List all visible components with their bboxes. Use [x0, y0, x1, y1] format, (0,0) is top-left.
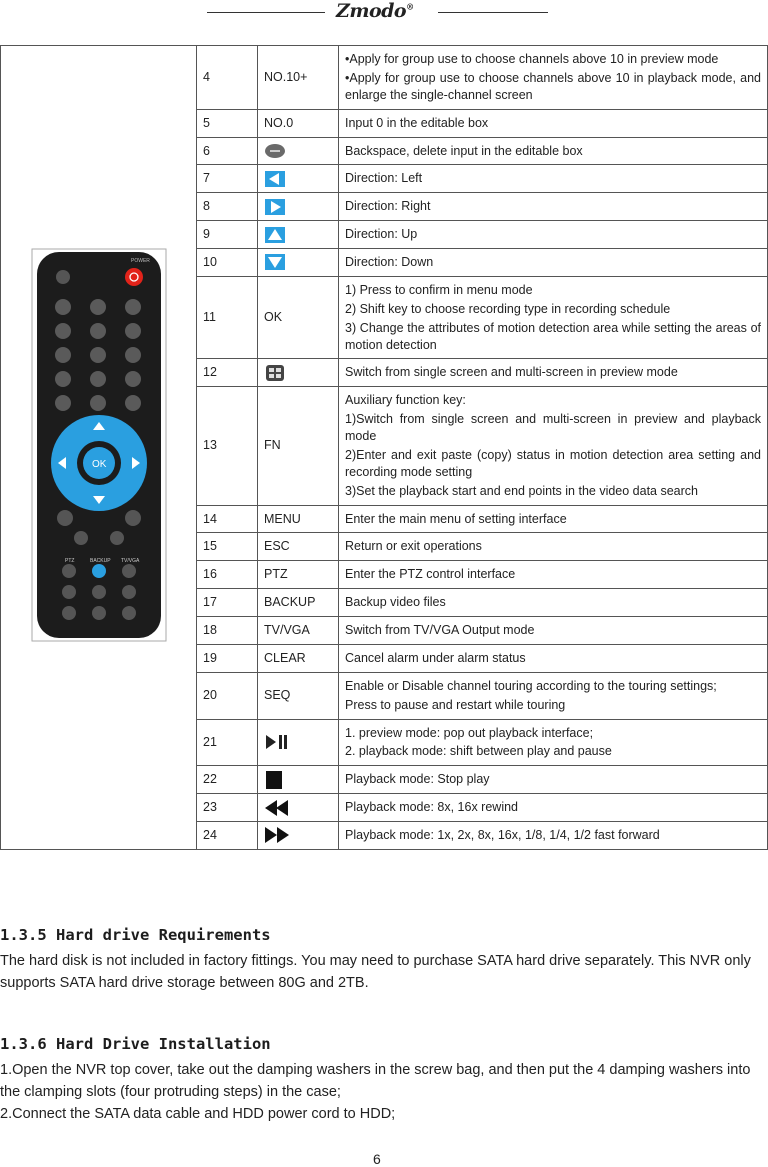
key-name: NO.0	[258, 109, 339, 137]
key-number: 16	[197, 561, 258, 589]
page-number: 6	[373, 1151, 381, 1167]
description-line: 2)Enter and exit paste (copy) status in motion detection area setting and recording mode setting	[345, 447, 761, 479]
backspace-icon	[264, 142, 286, 160]
description-line: Direction: Up	[345, 227, 418, 242]
key-description	[339, 221, 768, 249]
key-number: 5	[197, 109, 258, 137]
key-number: 15	[197, 533, 258, 561]
arrow-left-icon	[264, 170, 286, 188]
remote-control-image	[1, 46, 197, 850]
description-line: 1)Switch from single screen and multi-screen in preview and playback mode	[345, 412, 761, 443]
header-rule-left	[207, 12, 325, 13]
description-line: Direction: Right	[345, 199, 431, 214]
key-description	[339, 109, 768, 137]
description-line: •Apply for group use to choose channels above 10 in preview mode	[345, 52, 719, 66]
key-name: NO.10+	[258, 46, 339, 110]
key-number: 20	[197, 672, 258, 719]
key-name: BACKUP	[258, 589, 339, 617]
svg-text:BACKUP: BACKUP	[89, 558, 111, 564]
key-number: 19	[197, 644, 258, 672]
multi-screen-icon	[264, 364, 286, 382]
key-name: TV/VGA	[258, 617, 339, 645]
fast-forward-icon	[264, 826, 286, 844]
key-number: 12	[197, 359, 258, 387]
key-description	[339, 533, 768, 561]
key-number: 10	[197, 249, 258, 277]
power-label: POWER	[130, 258, 150, 264]
key-number: 24	[197, 822, 258, 850]
key-icon-cell	[258, 359, 339, 387]
key-name: SEQ	[258, 672, 339, 719]
install-step-2: 2.Connect the SATA data cable and HDD power cord to HDD;	[0, 1106, 396, 1122]
key-icon-cell	[258, 822, 339, 850]
description-line: Switch from single screen and multi-screen in preview mode	[345, 365, 678, 380]
key-icon-cell	[258, 165, 339, 193]
key-number: 4	[197, 46, 258, 110]
key-description	[339, 359, 768, 387]
key-name: ESC	[258, 533, 339, 561]
key-description	[339, 766, 768, 794]
key-icon-cell	[258, 766, 339, 794]
key-icon-cell	[258, 249, 339, 277]
key-description	[339, 644, 768, 672]
key-description	[339, 719, 768, 766]
key-description	[339, 276, 768, 359]
svg-text:PTZ: PTZ	[64, 558, 74, 564]
key-description	[339, 137, 768, 165]
key-name: MENU	[258, 505, 339, 533]
description-line: Playback mode: 1x, 2x, 8x, 16x, 1/8, 1/4, 1/2 fast forward	[345, 828, 660, 842]
rewind-icon	[264, 799, 286, 817]
section-title-hdd-installation: 1.3.6 Hard Drive Installation	[0, 1035, 271, 1053]
key-icon-cell	[258, 794, 339, 822]
description-line: Direction: Down	[345, 255, 434, 269]
description-line: Backspace, delete input in the editable box	[345, 143, 583, 158]
hdd-requirements-text: The hard disk is not included in factory fittings. You may need to purchase SATA hard drive separately. This NVR only supports SATA hard drive storage between 80G and 2TB.	[0, 953, 751, 991]
key-description	[339, 387, 768, 505]
arrow-right-icon	[264, 198, 286, 216]
key-number: 6	[197, 137, 258, 165]
description-line: Return or exit operations	[345, 539, 482, 554]
key-icon-cell	[258, 193, 339, 221]
description-line: Backup video files	[345, 595, 446, 610]
description-line: 3)Set the playback start and end points in the video data search	[345, 483, 699, 498]
key-number: 9	[197, 221, 258, 249]
key-name: CLEAR	[258, 644, 339, 672]
table-row	[1, 46, 768, 110]
stop-icon	[264, 771, 286, 789]
description-line: 2) Shift key to choose recording type in recording schedule	[345, 301, 671, 316]
key-number: 23	[197, 794, 258, 822]
key-number: 13	[197, 387, 258, 505]
description-line: Cancel alarm under alarm status	[345, 650, 526, 665]
key-number: 21	[197, 719, 258, 766]
description-line: 3) Change the attributes of motion detection area while setting the areas of motion detection	[345, 320, 761, 352]
arrow-down-icon	[264, 253, 286, 271]
brand-logo: Zmodo®	[336, 0, 414, 22]
key-description	[339, 505, 768, 533]
key-icon-cell	[258, 137, 339, 165]
key-number: 8	[197, 193, 258, 221]
key-description	[339, 193, 768, 221]
description-line: Enter the PTZ control interface	[345, 567, 516, 582]
svg-text:OK: OK	[91, 459, 106, 470]
key-name: PTZ	[258, 561, 339, 589]
key-description	[339, 46, 768, 110]
description-line: Input 0 in the editable box	[345, 115, 489, 130]
description-line: Playback mode: 8x, 16x rewind	[345, 800, 519, 815]
key-number: 7	[197, 165, 258, 193]
description-line: 1. preview mode: pop out playback interface;	[345, 725, 594, 740]
description-line: Playback mode: Stop play	[345, 772, 490, 787]
description-line: Press to pause and restart while touring	[345, 697, 566, 712]
key-description	[339, 165, 768, 193]
key-description	[339, 617, 768, 645]
key-name: FN	[258, 387, 339, 505]
key-number: 18	[197, 617, 258, 645]
description-line: Direction: Left	[345, 171, 423, 186]
arrow-up-icon	[264, 226, 286, 244]
page-header	[0, 0, 768, 30]
key-name: OK	[258, 276, 339, 359]
key-number: 14	[197, 505, 258, 533]
key-number: 11	[197, 276, 258, 359]
key-description	[339, 249, 768, 277]
remote-key-table	[0, 45, 768, 850]
description-line: 2. playback mode: shift between play and pause	[345, 744, 612, 759]
install-step-1: 1.Open the NVR top cover, take out the damping washers in the screw bag, and then put the 4 damping washers into the clamping slots (four protruding steps) in the case;	[0, 1062, 751, 1100]
description-line: Enable or Disable channel touring according to the touring settings;	[345, 678, 717, 693]
description-line: Switch from TV/VGA Output mode	[345, 623, 535, 637]
description-line: 1) Press to confirm in menu mode	[345, 282, 533, 297]
key-icon-cell	[258, 221, 339, 249]
key-description	[339, 561, 768, 589]
key-number: 22	[197, 766, 258, 794]
key-number: 17	[197, 589, 258, 617]
key-description	[339, 822, 768, 850]
play-pause-icon	[264, 733, 286, 751]
description-line: Auxiliary function key:	[345, 393, 466, 408]
key-description	[339, 589, 768, 617]
svg-text:TV/VGA: TV/VGA	[120, 558, 139, 564]
header-rule-right	[438, 12, 548, 13]
description-line: •Apply for group use to choose channels above 10 in playback mode, and enlarge the single-channel screen	[345, 70, 761, 102]
key-description	[339, 672, 768, 719]
section-title-hdd-requirements: 1.3.5 Hard drive Requirements	[0, 926, 271, 944]
key-description	[339, 794, 768, 822]
key-icon-cell	[258, 719, 339, 766]
description-line: Enter the main menu of setting interface	[345, 511, 567, 526]
